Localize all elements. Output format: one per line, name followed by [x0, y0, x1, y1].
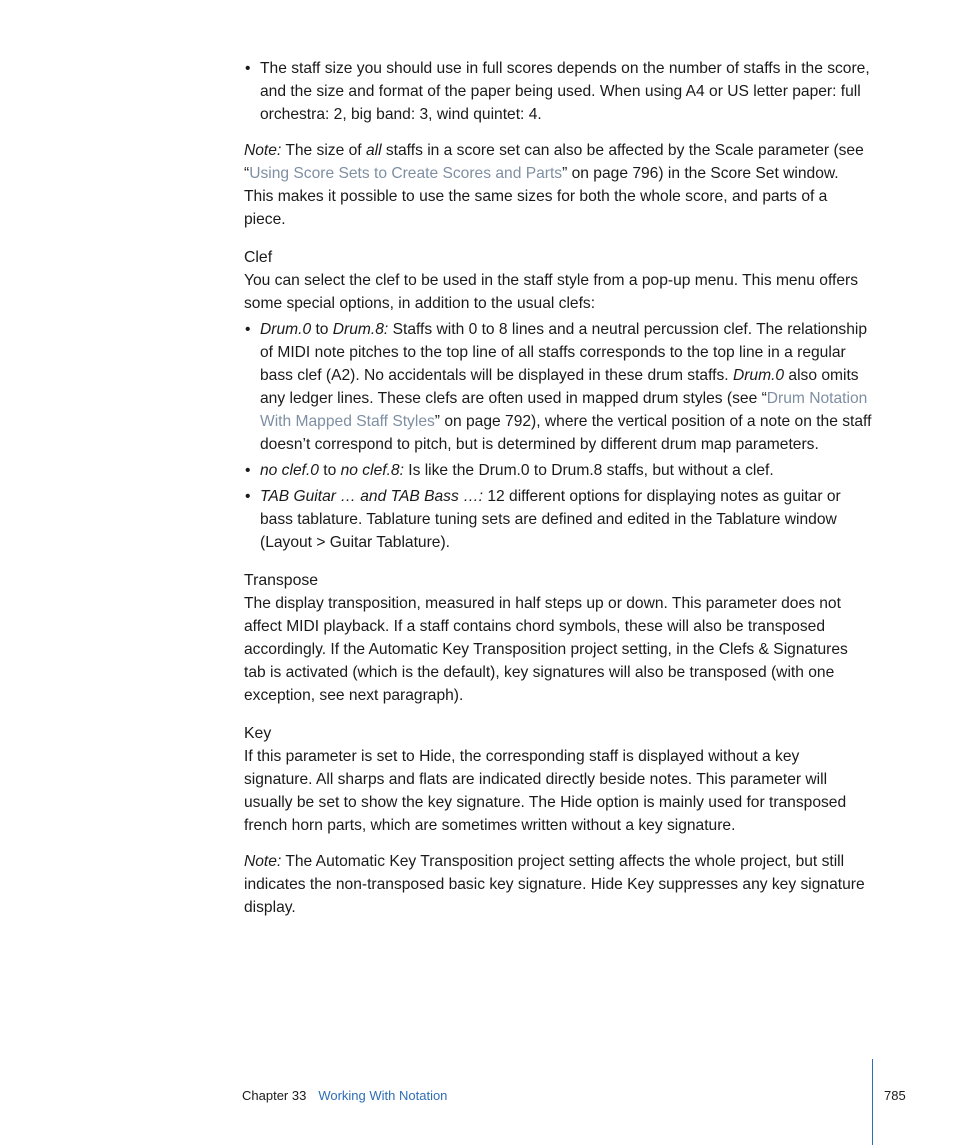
footer-divider	[872, 1059, 873, 1145]
link-using-score-sets[interactable]: Using Score Sets to Create Scores and Parts	[249, 165, 563, 182]
note-key-transposition	[244, 850, 872, 919]
note-emphasis: all	[365, 142, 382, 159]
note-label: Note:	[244, 853, 282, 870]
heading-key: Key	[244, 725, 272, 742]
heading-transpose: Transpose	[244, 572, 319, 589]
bullet-staff-size	[244, 57, 872, 126]
term-drum-8: Drum.8:	[332, 321, 389, 338]
bullet-text: Staffs with 0 to 8 lines and a neutral percussion clef. The relationship of MIDI note pitches to the top line of all staffs corresponds to the top line in a regular bass clef (A2). No accidentals will be displayed in these drum staffs.	[260, 321, 868, 384]
chapter-title-link[interactable]: Working With Notation	[318, 1088, 448, 1103]
connector-text: to	[318, 462, 341, 479]
note-text: staffs in a score set can also be affected by the Scale parameter (see “	[244, 142, 864, 182]
bullet-text: ” on page 792), where the vertical position of a note on the staff doesn’t correspond to pitch, but is determined by different drum map parameters.	[260, 413, 872, 453]
bullet-text: 12 different options for displaying notes as guitar or bass tablature. Tablature tuning sets are defined and edited in the Tablature window (Layout > Guitar Tablature).	[260, 488, 841, 551]
note-label: Note:	[244, 142, 282, 159]
note-text: The Automatic Key Transposition project setting affects the whole project, but still indicates the non-transposed basic key signature. Hide Key suppresses any key signature display.	[244, 853, 865, 916]
term-no-clef-0: no clef.0	[260, 462, 319, 479]
page-content	[244, 57, 872, 919]
connector-text: to	[311, 321, 333, 338]
note-text: The size of	[281, 142, 366, 159]
key-text: If this parameter is set to Hide, the corresponding staff is displayed without a key signature. All sharps and flats are indicated directly beside notes. This parameter will usually be set to show the key signature. The Hide option is mainly used for transposed french horn parts, which are sometimes written without a key signature.	[244, 748, 847, 834]
term-drum-0: Drum.0	[260, 321, 312, 338]
term-no-clef-8: no clef.8:	[340, 462, 404, 479]
footer-chapter	[242, 1088, 447, 1103]
term-tab: TAB Guitar … and TAB Bass …:	[260, 488, 484, 505]
page-number: 785	[884, 1088, 906, 1103]
heading-clef: Clef	[244, 249, 273, 266]
bullet-text: Is like the Drum.0 to Drum.8 staffs, but without a clef.	[403, 462, 774, 479]
transpose-text: The display transposition, measured in half steps up or down. This parameter does not affect MIDI playback. If a staff contains chord symbols, these will also be transposed accordingly. If the Automatic Key Transposition project setting, in the Clefs & Signatures tab is activated (which is the default), key signatures will also be transposed (with one exception, see next paragraph).	[244, 595, 848, 704]
bullet-drum-clef	[244, 318, 872, 456]
note-text: ” on page 796) in the Score Set window. This makes it possible to use the same sizes for both the whole score, and parts of a piece.	[244, 165, 839, 228]
bullet-text: also omits any ledger lines. These clefs are often used in mapped drum styles (see “	[260, 367, 859, 407]
bullet-tab-clef	[244, 485, 872, 554]
term-drum-0: Drum.0	[732, 367, 785, 384]
bullet-staff-size-text: The staff size you should use in full scores depends on the number of staffs in the score, and the size and format of the paper being used. When using A4 or US letter paper: full orchestra: 2, big band: 3, wind quintet: 4.	[260, 60, 870, 123]
clef-intro: You can select the clef to be used in the staff style from a pop-up menu. This menu offers some special options, in addition to the usual clefs:	[244, 272, 859, 312]
chapter-number: Chapter 33	[242, 1088, 307, 1103]
bullet-no-clef	[244, 459, 872, 482]
note-scale-parameter	[244, 139, 872, 231]
link-drum-notation[interactable]: Drum Notation With Mapped Staff Styles	[260, 390, 868, 430]
